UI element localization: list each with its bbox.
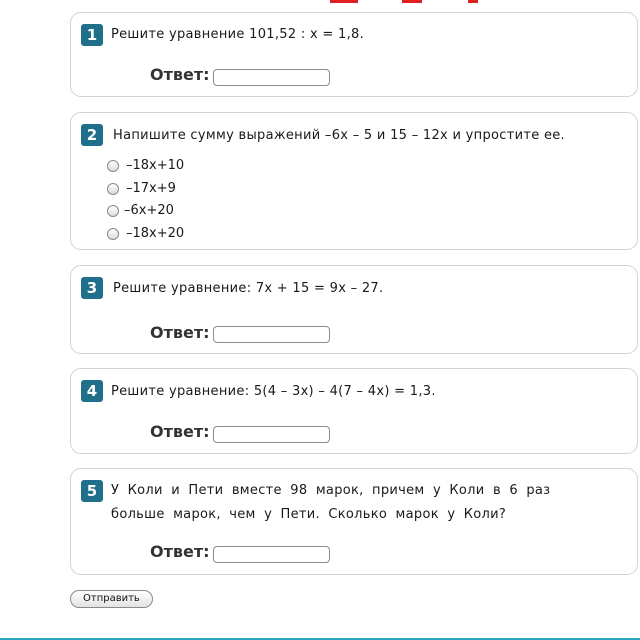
question-number-badge: 4 xyxy=(81,380,103,402)
question-card-5 xyxy=(70,468,638,575)
submit-button[interactable]: Отправить xyxy=(70,590,153,608)
radio-button[interactable] xyxy=(107,183,119,195)
question-text: Решите уравнение 101,52 : x = 1,8. xyxy=(111,27,365,42)
answer-label: Ответ: xyxy=(150,542,210,561)
question-number-badge: 5 xyxy=(81,480,103,502)
answer-label: Ответ: xyxy=(150,422,210,441)
question-text: У Коли и Пети вместе 98 марок, причем у Коли в 6 раз больше марок, чем у Пети. Сколько марок у Коли? xyxy=(111,483,551,522)
question-text: Решите уравнение: 5(4 – 3x) – 4(7 – 4x) = 1,3. xyxy=(111,384,436,399)
question-card-4 xyxy=(70,368,638,454)
question-text: Решите уравнение: 7x + 15 = 9x – 27. xyxy=(113,281,384,296)
answer-input-3[interactable] xyxy=(213,326,330,343)
question-number-badge: 1 xyxy=(81,24,103,46)
radio-button[interactable] xyxy=(107,228,119,240)
answer-label: Ответ: xyxy=(150,323,210,342)
question-card-2 xyxy=(70,112,638,250)
question-card-1 xyxy=(70,12,638,97)
question-number-badge: 2 xyxy=(81,124,103,146)
answer-input-1[interactable] xyxy=(213,69,330,86)
question-number-badge: 3 xyxy=(81,277,103,299)
answer-input-4[interactable] xyxy=(213,426,330,443)
header-red-rule xyxy=(330,0,490,3)
answer-option-label: –6x+20 xyxy=(124,203,174,218)
answer-option-label: –18x+20 xyxy=(126,226,185,241)
answer-option-label: –17x+9 xyxy=(126,181,176,196)
answer-option-label: –18x+10 xyxy=(126,158,185,173)
radio-button[interactable] xyxy=(107,205,119,217)
question-card-3 xyxy=(70,265,638,354)
question-text: Напишите сумму выражений –6x – 5 и 15 – 12x и упростите ее. xyxy=(113,128,565,143)
radio-button[interactable] xyxy=(107,160,119,172)
answer-label: Ответ: xyxy=(150,65,210,84)
answer-input-5[interactable] xyxy=(213,546,330,563)
